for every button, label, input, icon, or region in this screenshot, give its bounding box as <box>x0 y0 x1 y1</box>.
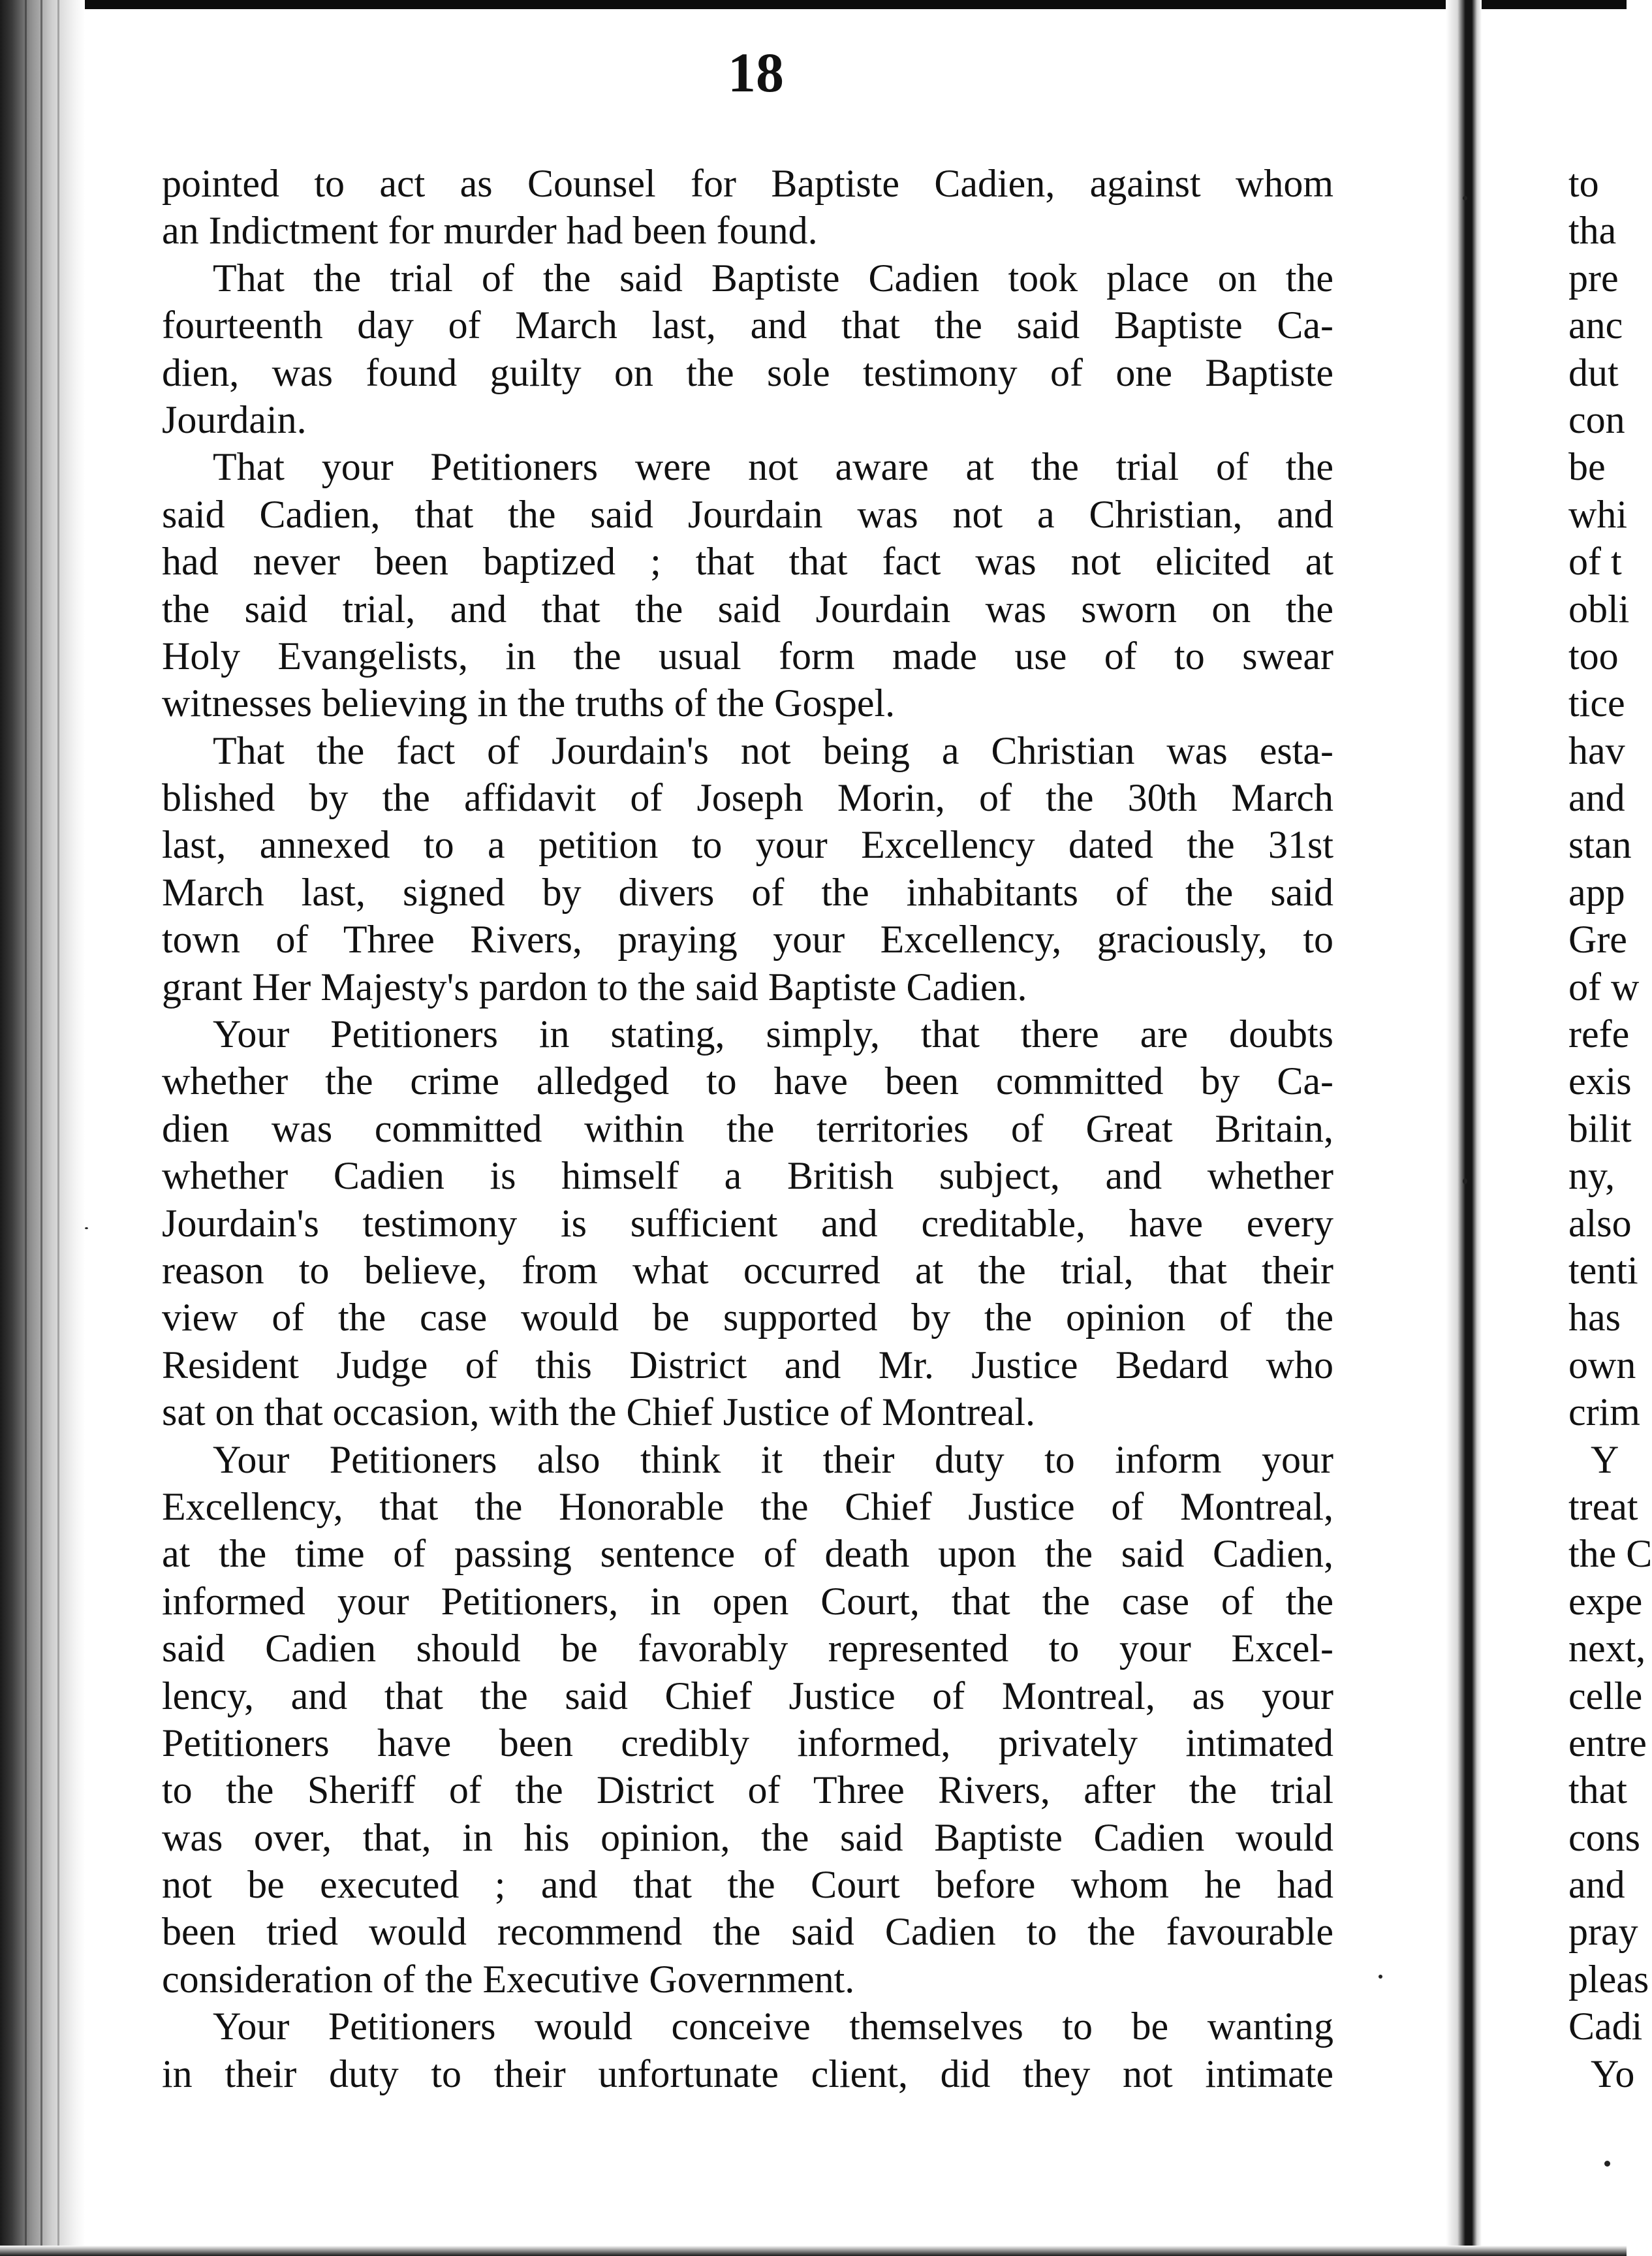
page-gutter <box>1446 0 1482 2256</box>
right-page-line-fragment: of t <box>1568 540 1622 584</box>
binding-streak <box>40 0 42 2256</box>
text-line: Your Petitioners in stating, simply, that there are doubts <box>213 1012 1333 1056</box>
scan-speck <box>1379 1975 1382 1979</box>
right-page-line-fragment: treat <box>1568 1484 1638 1528</box>
text-line: in their duty to their unfortunate client, did they not intimate <box>162 2052 1333 2095</box>
right-page-line-fragment: to <box>1568 162 1599 205</box>
text-line: an Indictment for murder had been found. <box>162 209 818 253</box>
right-page-line-fragment: expe <box>1568 1579 1643 1623</box>
text-line: reason to believe, from what occurred at the trial, that their <box>162 1248 1333 1292</box>
text-line: said Cadien, that the said Jourdain was not a Christian, and <box>162 492 1333 536</box>
text-line: been tried would recommend the said Cadien to the favourable <box>162 1910 1333 1954</box>
text-line: Jourdain. <box>162 398 307 441</box>
text-line: Petitioners have been credibly informed, privately intimated <box>162 1721 1333 1764</box>
text-line: Resident Judge of this District and Mr. Justice Bedard who <box>162 1343 1333 1386</box>
text-line: Your Petitioners also think it their duty to inform your <box>213 1437 1333 1481</box>
right-page-line-fragment: of w <box>1568 965 1640 1009</box>
text-line: Excellency, that the Honorable the Chief Justice of Montreal, <box>162 1484 1333 1528</box>
right-page-line-fragment: tenti <box>1568 1248 1638 1292</box>
text-line: March last, signed by divers of the inhabitants of the said <box>162 870 1333 914</box>
text-line: said Cadien should be favorably represented to your Excel- <box>162 1627 1333 1670</box>
right-page-line-fragment: and <box>1568 1863 1625 1907</box>
text-line: informed your Petitioners, in open Court, that the case of the <box>162 1579 1333 1623</box>
right-page-line-fragment: con <box>1568 398 1625 441</box>
right-page-line-fragment: Y <box>1591 1437 1619 1481</box>
page-number: 18 <box>728 41 784 104</box>
right-page-line-fragment: and <box>1568 776 1625 820</box>
right-page-line-fragment: celle <box>1568 1674 1643 1717</box>
right-page-line-fragment: pre <box>1568 256 1619 300</box>
right-page-line-fragment: refe <box>1568 1012 1630 1056</box>
right-page-line-fragment: bilit <box>1568 1106 1632 1150</box>
text-line: Jourdain's testimony is sufficient and creditable, have every <box>162 1201 1333 1245</box>
right-page-line-fragment: ny, <box>1568 1154 1615 1198</box>
right-page-line-fragment: hav <box>1568 728 1625 772</box>
text-line: to the Sheriff of the District of Three Rivers, after the trial <box>162 1768 1333 1812</box>
right-page-line-fragment: pray <box>1568 1910 1638 1954</box>
text-line: last, annexed to a petition to your Excellency dated the 31st <box>162 823 1333 867</box>
right-page-line-fragment: tice <box>1568 682 1625 725</box>
right-page-line-fragment: cons <box>1568 1815 1640 1859</box>
text-line: town of Three Rivers, praying your Excellency, graciously, to <box>162 918 1333 962</box>
text-line: That your Petitioners were not aware at the trial of the <box>213 445 1333 489</box>
right-page-line-fragment: has <box>1568 1296 1621 1340</box>
scan-speck <box>1463 196 1467 200</box>
text-line: dien was committed within the territories of Great Britain, <box>162 1106 1333 1150</box>
text-line: at the time of passing sentence of death upon the said Cadien, <box>162 1532 1333 1576</box>
right-page-line-fragment: obli <box>1568 587 1630 631</box>
right-page-line-fragment: tha <box>1568 209 1617 253</box>
right-page-line-fragment: Gre <box>1568 918 1627 962</box>
right-page-fragment <box>1568 160 1652 2097</box>
text-line: not be executed ; and that the Court before whom he had <box>162 1863 1333 1907</box>
text-line: dien, was found guilty on the sole testimony of one Baptiste <box>162 351 1333 394</box>
binding-streak <box>25 0 27 2256</box>
text-line: view of the case would be supported by the opinion of the <box>162 1296 1333 1340</box>
scan-speck <box>1463 1178 1467 1184</box>
scan-top-edge <box>0 0 1627 9</box>
binding-shadow <box>0 0 85 2256</box>
right-page-line-fragment: stan <box>1568 823 1632 867</box>
scan-speck <box>1604 2161 1610 2167</box>
right-page-line-fragment: Yo <box>1591 2052 1635 2095</box>
text-line: consideration of the Executive Government. <box>162 1957 855 2001</box>
text-line: Holy Evangelists, in the usual form made use of to swear <box>162 634 1333 678</box>
text-line: was over, that, in his opinion, the said Baptiste Cadien would <box>162 1815 1333 1859</box>
text-line: fourteenth day of March last, and that the said Baptiste Ca- <box>162 304 1333 347</box>
right-page-line-fragment: next, <box>1568 1627 1646 1670</box>
binding-streak <box>57 0 59 2256</box>
text-line: sat on that occasion, with the Chief Justice of Montreal. <box>162 1390 1036 1434</box>
right-page-line-fragment: crim <box>1568 1390 1640 1434</box>
scan-speck <box>85 1227 88 1229</box>
text-line: That the trial of the said Baptiste Cadien took place on the <box>213 256 1333 300</box>
text-line: blished by the affidavit of Joseph Morin, of the 30th March <box>162 776 1333 820</box>
text-line: pointed to act as Counsel for Baptiste Cadien, against whom <box>162 162 1333 205</box>
text-line: Your Petitioners would conceive themselves to be wanting <box>213 2005 1333 2048</box>
right-page-line-fragment: the C <box>1568 1532 1652 1576</box>
right-page-line-fragment: own <box>1568 1343 1636 1386</box>
right-page-line-fragment: whi <box>1568 492 1627 536</box>
right-page-line-fragment: that <box>1568 1768 1627 1812</box>
right-page-line-fragment: anc <box>1568 304 1623 347</box>
right-page-line-fragment: dut <box>1568 351 1619 394</box>
left-page-body <box>162 160 1333 2097</box>
text-line: whether Cadien is himself a British subject, and whether <box>162 1154 1333 1198</box>
scan-bottom-edge <box>0 2246 1627 2256</box>
text-line: had never been baptized ; that that fact was not elicited at <box>162 540 1333 584</box>
right-page-line-fragment: app <box>1568 870 1625 914</box>
text-line: witnesses believing in the truths of the Gospel. <box>162 682 896 725</box>
right-page-line-fragment: also <box>1568 1201 1632 1245</box>
text-line: lency, and that the said Chief Justice of Montreal, as your <box>162 1674 1333 1717</box>
right-page-line-fragment: too <box>1568 634 1619 678</box>
right-page-line-fragment: be <box>1568 445 1606 489</box>
right-page-line-fragment: Cadi <box>1568 2005 1643 2048</box>
right-page-line-fragment: entre <box>1568 1721 1647 1764</box>
text-line: whether the crime alledged to have been committed by Ca- <box>162 1059 1333 1103</box>
text-line: the said trial, and that the said Jourdain was sworn on the <box>162 587 1333 631</box>
right-page-line-fragment: exis <box>1568 1059 1632 1103</box>
text-line: That the fact of Jourdain's not being a Christian was esta- <box>213 728 1333 772</box>
text-line: grant Her Majesty's pardon to the said Baptiste Cadien. <box>162 965 1027 1009</box>
right-page-line-fragment: pleas <box>1568 1957 1649 2001</box>
